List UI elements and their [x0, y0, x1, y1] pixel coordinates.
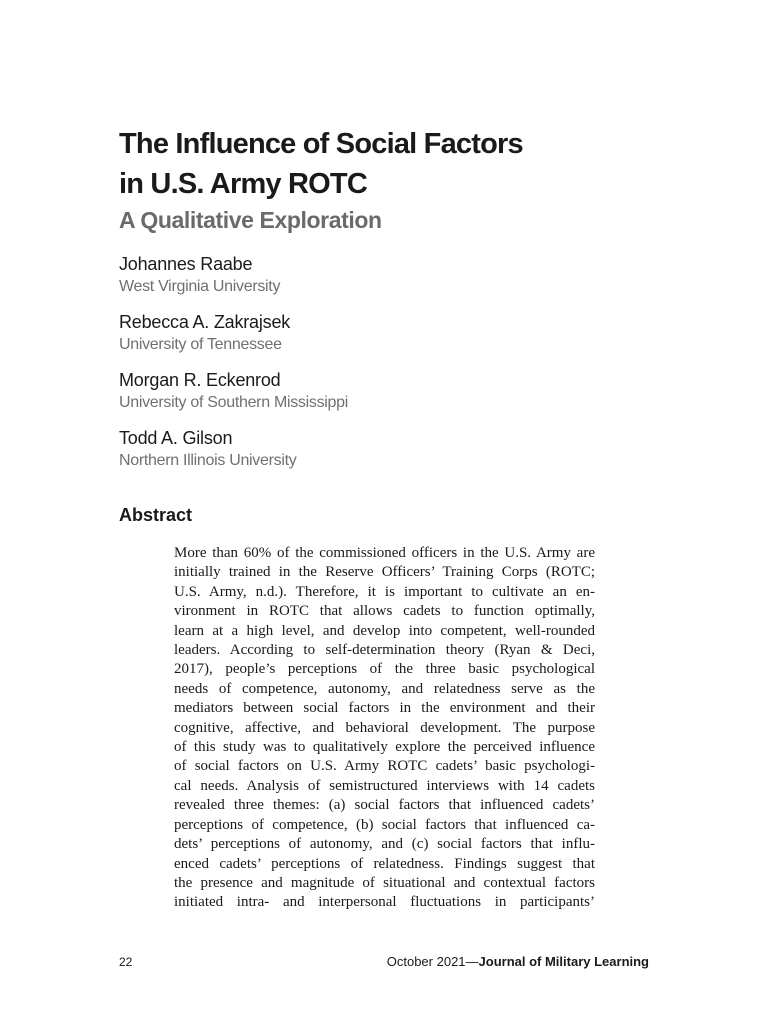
abstract-line: learn at a high level, and develop into competent, well-rounded [174, 622, 595, 639]
author-affiliation: University of Southern Mississippi [119, 394, 348, 411]
abstract-line: needs of competence, autonomy, and relatedness serve as the [174, 680, 595, 697]
article-title-line-1: The Influence of Social Factors [119, 128, 523, 160]
abstract-line: perceptions of competence, (b) social factors that influenced ca- [174, 816, 595, 833]
author-affiliation: West Virginia University [119, 278, 281, 295]
author-name: Todd A. Gilson [119, 428, 233, 448]
author-affiliation: University of Tennessee [119, 336, 282, 353]
article-title [119, 124, 679, 204]
abstract-line: dets’ perceptions of autonomy, and (c) social factors that influ- [174, 836, 595, 853]
abstract-line: initiated intra- and interpersonal fluctuations in participants’ [174, 894, 595, 911]
page-number: 22 [119, 955, 133, 969]
issue-date: October 2021— [386, 954, 479, 969]
abstract-body [174, 544, 595, 913]
abstract-heading: Abstract [119, 505, 193, 525]
abstract-line: leaders. According to self-determination theory (Ryan & Deci, [174, 642, 595, 659]
abstract-line: revealed three themes: (a) social factors that influenced cadets’ [174, 797, 595, 814]
article-subtitle: A Qualitative Exploration [119, 207, 382, 233]
author-name: Morgan R. Eckenrod [119, 370, 281, 390]
author-list [119, 252, 619, 484]
abstract-line: 2017), people’s perceptions of the three basic psychological [174, 661, 595, 678]
author-name: Rebecca A. Zakrajsek [119, 312, 291, 332]
abstract-line: initially trained in the Reserve Officers’ Training Corps (ROTC; [174, 564, 595, 581]
abstract-line: cognitive, affective, and behavioral development. The purpose [174, 719, 595, 736]
abstract-line: of this study was to qualitatively explore the perceived influence [174, 739, 595, 756]
author-affiliation: Northern Illinois University [119, 452, 297, 469]
abstract-line: the presence and magnitude of situational and contextual factors [174, 874, 595, 891]
author-entry [119, 368, 619, 426]
abstract-line: More than 60% of the commissioned officers in the U.S. Army are [174, 545, 595, 561]
author-entry [119, 310, 619, 368]
abstract-line: enced cadets’ perceptions of relatedness. Findings suggest that [174, 855, 595, 872]
author-entry [119, 252, 619, 310]
author-entry [119, 426, 619, 484]
running-footer [387, 953, 649, 970]
abstract-line: of social factors on U.S. Army ROTC cadets’ basic psychologi- [174, 758, 595, 775]
abstract-line: vironment in ROTC that allows cadets to function optimally, [174, 603, 595, 620]
article-title-line-2: in U.S. Army ROTC [119, 168, 367, 200]
author-name: Johannes Raabe [119, 254, 253, 274]
journal-name: Journal of Military Learning [478, 954, 649, 969]
abstract-line: mediators between social factors in the environment and their [174, 700, 595, 717]
abstract-line: cal needs. Analysis of semistructured interviews with 14 cadets [174, 777, 595, 794]
abstract-line: U.S. Army, n.d.). Therefore, it is important to cultivate an en- [174, 583, 595, 600]
